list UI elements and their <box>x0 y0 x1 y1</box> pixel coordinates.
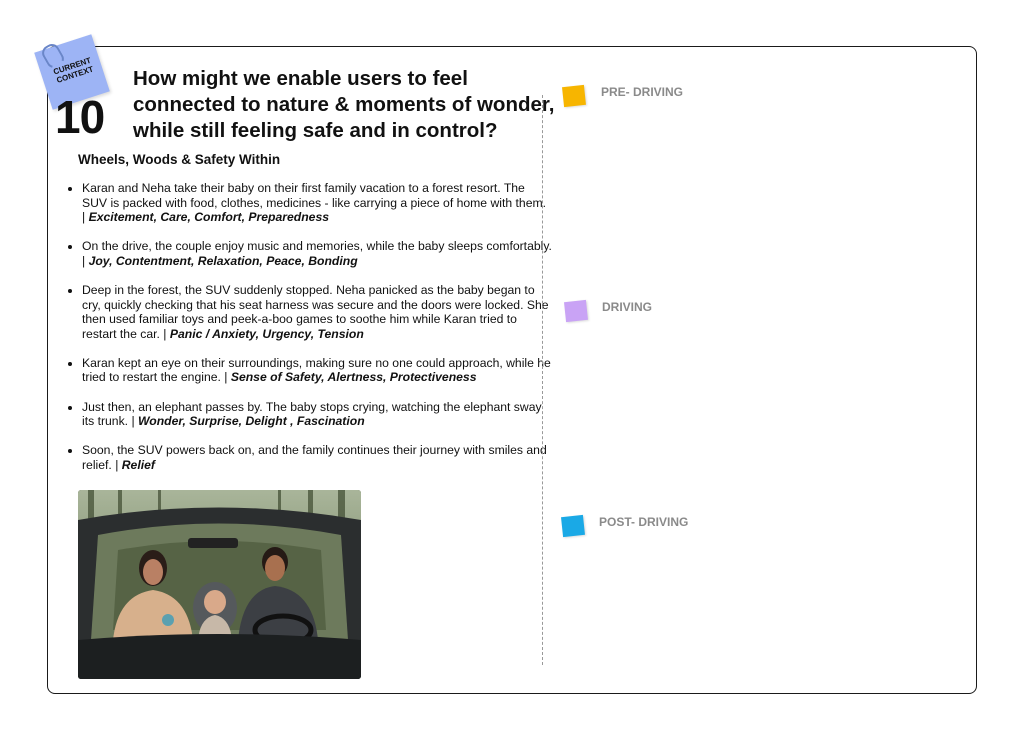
column-divider <box>542 95 543 665</box>
driving-sticky-note <box>564 300 588 322</box>
story-text: Karan and Neha take their baby on their first family vacation to a forest resort. The SUV is packed with food, clothes, medicines - like carrying a piece of home with them. | <box>82 181 547 225</box>
story-title: Wheels, Woods & Safety Within <box>78 152 281 167</box>
hmw-question: How might we enable users to feel connected to nature & moments of wonder, while still feeling safe and in control? <box>133 67 555 142</box>
family-in-car-photo <box>78 490 361 679</box>
story-emotions: Joy, Contentment, Relaxation, Peace, Bonding <box>88 253 358 268</box>
slide-number: 10 <box>55 91 105 143</box>
story-emotions: Excitement, Care, Comfort, Preparedness <box>88 210 330 225</box>
story-list <box>68 181 552 487</box>
context-tag-label: CURRENT CONTEXT <box>52 55 95 85</box>
story-text: Soon, the SUV powers back on, and the family continues their journey with smiles and relief. | <box>82 443 547 472</box>
story-text: Just then, an elephant passes by. The baby stops crying, watching the elephant sway its trunk. | <box>82 399 542 429</box>
list-item <box>82 400 552 429</box>
story-text: Deep in the forest, the SUV suddenly stopped. Neha panicked as the baby began to cry, quickly checking that his seat harness was secure and the doors were locked. She then used familiar toys and peek-a-boo games to soothe him while Karan tried to restart the car. | <box>82 282 549 341</box>
list-item <box>82 443 552 472</box>
pre-driving-sticky-note <box>562 85 586 107</box>
stage-label-driving: DRIVING <box>602 300 653 314</box>
stage-label-post-driving: POST- DRIVING <box>599 515 689 529</box>
stage-label-pre-driving: PRE- DRIVING <box>601 85 684 99</box>
list-item <box>82 239 552 268</box>
story-text: Karan kept an eye on their surroundings, making sure no one could approach, while he tried to restart the engine. | <box>82 355 551 385</box>
story-emotions: Sense of Safety, Alertness, Protectiveness <box>230 370 477 385</box>
car-scene-illustration <box>78 490 361 679</box>
story-emotions: Wonder, Surprise, Delight , Fascination <box>138 414 365 429</box>
story-emotions: Relief <box>121 457 155 472</box>
list-item <box>82 181 552 225</box>
story-emotions: Panic / Anxiety, Urgency, Tension <box>169 326 364 341</box>
story-text: On the drive, the couple enjoy music and memories, while the baby sleeps comfortably. | <box>82 239 552 268</box>
list-item <box>82 356 552 385</box>
post-driving-sticky-note <box>561 515 585 537</box>
list-item <box>82 283 552 341</box>
